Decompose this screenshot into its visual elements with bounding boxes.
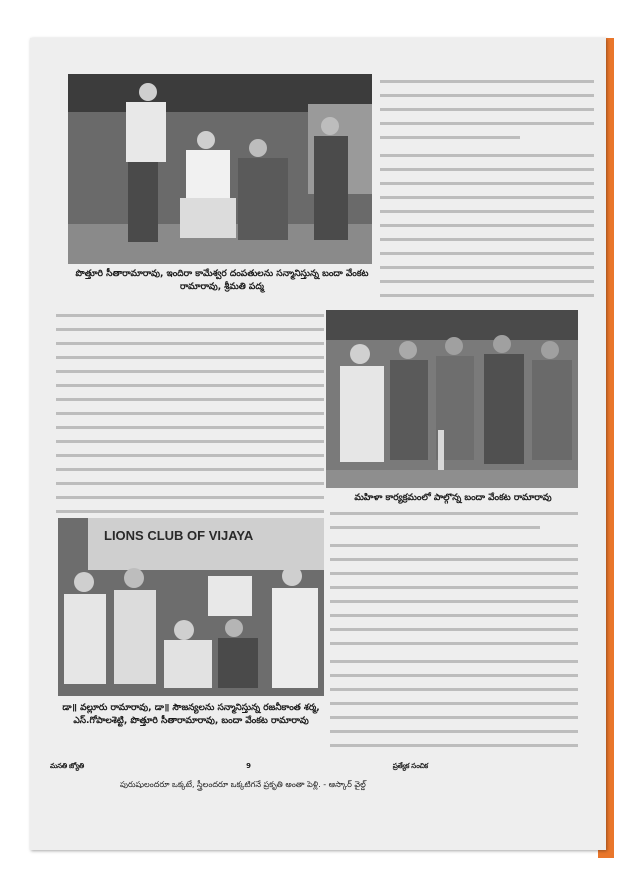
text-line [330,526,540,529]
text-line [330,512,578,515]
text-line [330,744,578,747]
text-line [330,544,578,547]
text-line [330,702,578,705]
text-line [380,210,594,213]
text-line [56,510,324,513]
text-line [330,660,578,663]
photo2-caption: మహిళా కార్యక్రమంలో పాల్గొన్న బందా వేంకట రామారావు [354,493,552,503]
text-line [56,468,324,471]
text-line [380,252,594,255]
text-line [380,80,594,83]
text-line [56,440,324,443]
photo1-caption: పొత్తూరి సీతారామారావు, ఇందిరా కామేశ్వర దంపతులను సన్మానిస్తున్న బందా వేంకట రామారావు, శ్రీమతి పద్మ [75,269,369,292]
text-line [56,496,324,499]
magazine-page [30,38,606,850]
text-line [56,370,324,373]
text-line [56,454,324,457]
womens-event-photo [326,310,578,488]
text-line [380,136,520,139]
text-line [330,642,578,645]
text-line [330,628,578,631]
text-line [330,572,578,575]
text-line [56,426,324,429]
text-line [380,196,594,199]
lions-club-banner: LIONS CLUB OF VIJAYA [104,528,254,543]
text-line [380,108,594,111]
text-line [330,586,578,589]
text-line [330,674,578,677]
text-line [330,614,578,617]
text-line [380,154,594,157]
text-line [330,730,578,733]
footer-strip [50,762,428,772]
text-line [56,314,324,317]
text-line [380,294,594,297]
footer-quote: పురుషులందరూ ఒక్కటే, స్త్రీలందరూ ఒక్కటిగనే ప్రకృతి అంతా పెళ్లి. - ఆస్కార్ వైల్డ్ [120,780,366,789]
text-line [56,328,324,331]
text-line [380,94,594,97]
text-line [380,280,594,283]
footer-page-number: 9 [246,762,251,770]
text-line [56,384,324,387]
text-line [380,122,594,125]
text-line [380,238,594,241]
felicitation-photo [68,74,372,264]
text-line [56,356,324,359]
text-line [330,558,578,561]
text-line [380,182,594,185]
text-line [330,688,578,691]
text-line [380,224,594,227]
text-line [380,266,594,269]
text-line [330,716,578,719]
text-line [56,412,324,415]
footer-right-title: ప్రత్యేక సంచిక [392,762,428,770]
lions-club-photo [58,518,324,696]
text-line [56,342,324,345]
footer-left-title: మనతి జ్యోతి [50,762,84,770]
text-line [56,482,324,485]
text-line [56,398,324,401]
text-line [330,600,578,603]
text-line [380,168,594,171]
photo3-caption: డా॥ వల్లూరు రామారావు, డా॥ సౌజన్యలను సన్మానిస్తున్న రజనీకాంత శర్మ, ఎస్.గోపాలశెట్టి, పొత్తూరి సీతారామారావు, బందా వేంకట రామారావు [62,703,320,726]
